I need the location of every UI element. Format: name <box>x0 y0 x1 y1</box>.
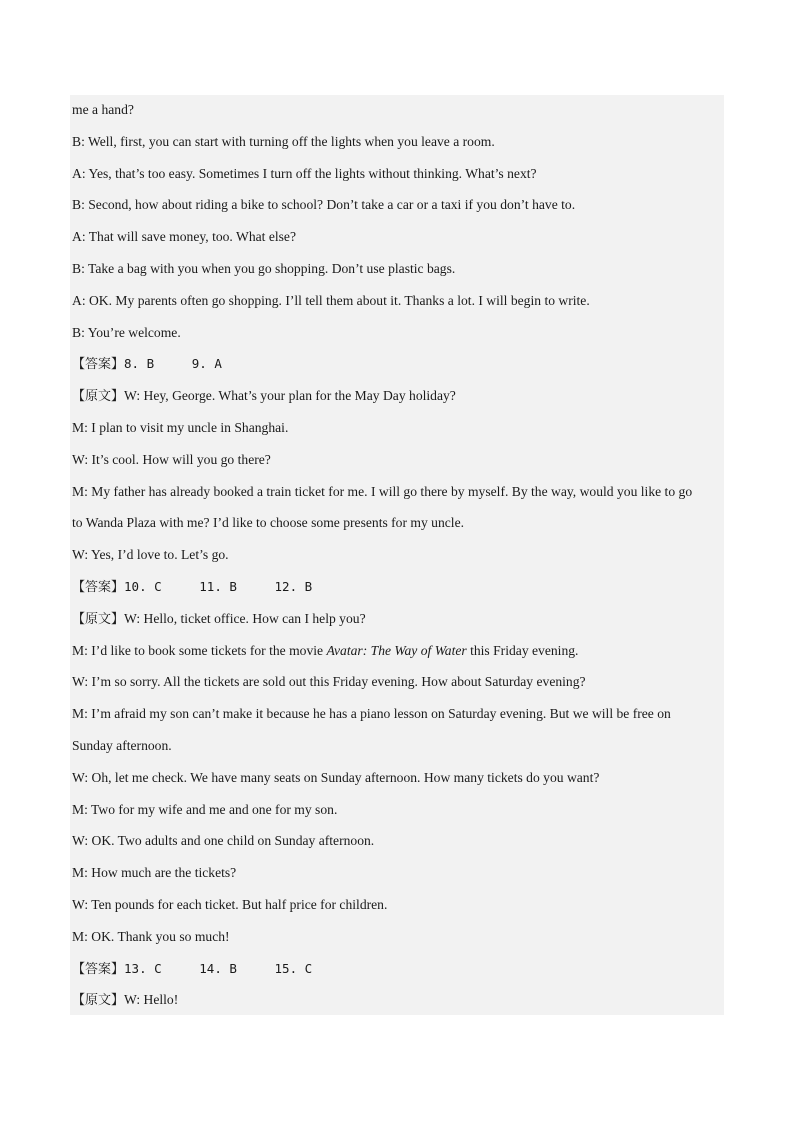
text-line <box>70 795 724 825</box>
line-text: B: Second, how about riding a bike to school? Don’t take a car or a taxi if you don’t have to. <box>72 197 576 213</box>
text-line <box>70 477 724 507</box>
answer-line <box>70 954 724 984</box>
answer-tag: 【答案】 <box>72 357 125 373</box>
line-text: W: Hey, George. What’s your plan for the May Day holiday? <box>124 388 456 404</box>
transcript-line <box>70 604 724 634</box>
text-line <box>70 95 724 125</box>
text-line <box>70 413 724 443</box>
line-text: M: My father has already booked a train ticket for me. I will go there by myself. By the way, would you like to go <box>72 483 693 499</box>
text-line <box>70 763 724 793</box>
line-text: M: I’d like to book some tickets for the movie <box>72 642 327 658</box>
answer-values: 10. C 11. B 12. B <box>124 578 313 594</box>
line-text: M: OK. Thank you so much! <box>72 928 230 944</box>
answer-line <box>70 572 724 602</box>
text-line <box>70 318 724 348</box>
text-line <box>70 127 724 157</box>
line-text: M: Two for my wife and me and one for my son. <box>72 801 338 817</box>
line-text: A: Yes, that’s too easy. Sometimes I turn off the lights without thinking. What’s next? <box>72 165 537 181</box>
line-text: M: I’m afraid my son can’t make it because he has a piano lesson on Saturday evening. But we will be free on <box>72 706 671 722</box>
answer-tag: 【答案】 <box>72 579 125 595</box>
line-text: W: It’s cool. How will you go there? <box>72 451 271 467</box>
line-text: W: OK. Two adults and one child on Sunday afternoon. <box>72 833 375 849</box>
line-text: B: You’re welcome. <box>72 324 181 340</box>
text-line <box>70 286 724 316</box>
line-text: M: I plan to visit my uncle in Shanghai. <box>72 419 289 435</box>
text-line <box>70 445 724 475</box>
text-line <box>70 254 724 284</box>
text-line <box>70 508 724 538</box>
text-line <box>70 540 724 570</box>
line-text: B: Take a bag with you when you go shopping. Don’t use plastic bags. <box>72 260 456 276</box>
line-text: W: Hello! <box>124 992 179 1008</box>
line-text: W: Ten pounds for each ticket. But half price for children. <box>72 896 388 912</box>
transcript-tag: 【原文】 <box>72 611 125 627</box>
transcript-tag: 【原文】 <box>72 993 125 1009</box>
line-text: W: Oh, let me check. We have many seats on Sunday afternoon. How many tickets do you want? <box>72 769 600 785</box>
line-text: W: Hello, ticket office. How can I help you? <box>124 610 366 626</box>
text-line <box>70 190 724 220</box>
line-text: to Wanda Plaza with me? I’d like to choose some presents for my uncle. <box>72 515 465 531</box>
answer-values: 13. C 14. B 15. C <box>124 960 313 976</box>
line-text: Sunday afternoon. <box>72 737 172 753</box>
answer-line <box>70 349 724 379</box>
transcript-tag: 【原文】 <box>72 389 125 405</box>
line-text: A: OK. My parents often go shopping. I’ll tell them about it. Thanks a lot. I will begin to write. <box>72 292 590 308</box>
answer-tag: 【答案】 <box>72 961 125 977</box>
text-line <box>70 922 724 952</box>
line-text: M: How much are the tickets? <box>72 865 237 881</box>
line-text: W: I’m so sorry. All the tickets are sold out this Friday evening. How about Saturday evening? <box>72 674 586 690</box>
line-text-end: this Friday evening. <box>466 642 579 658</box>
line-text: W: Yes, I’d love to. Let’s go. <box>72 547 229 563</box>
text-line <box>70 826 724 856</box>
text-line <box>70 636 724 666</box>
line-text: A: That will save money, too. What else? <box>72 229 296 245</box>
text-line <box>70 699 724 729</box>
text-line <box>70 890 724 920</box>
line-text: B: Well, first, you can start with turning off the lights when you leave a room. <box>72 133 495 149</box>
movie-title: Avatar: The Way of Water <box>326 642 467 658</box>
answer-values: 8. B 9. A <box>124 356 222 372</box>
text-line <box>70 858 724 888</box>
line-text: me a hand? <box>72 102 134 117</box>
transcript-line <box>70 985 724 1015</box>
transcript-block <box>70 95 724 1015</box>
text-line <box>70 667 724 697</box>
text-line <box>70 731 724 761</box>
text-line <box>70 159 724 189</box>
text-line <box>70 222 724 252</box>
transcript-line <box>70 381 724 411</box>
